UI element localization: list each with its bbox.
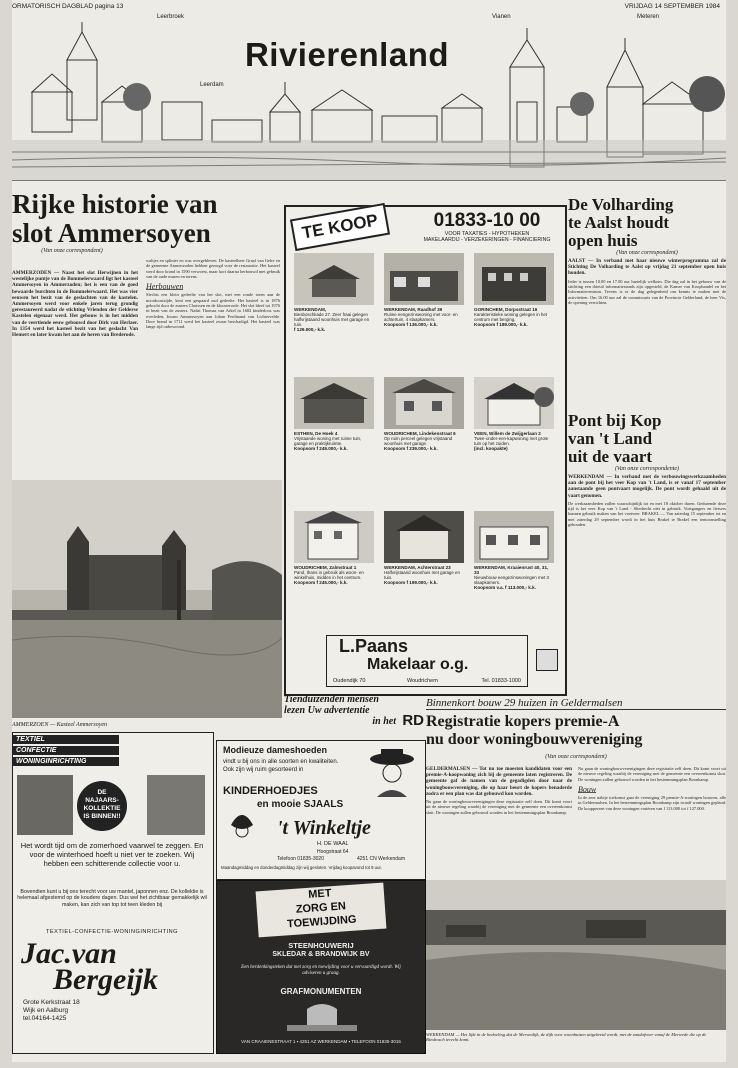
steenhouwerij-ad [216,880,426,1054]
shop-name: Bergeijk [53,963,158,996]
shop-name: Jac.van [21,937,117,970]
ad-text: vindt u bij ons in alle soorten en kwaliteiten. Ook zijn wij ruim gesorteerd in [223,759,339,773]
property-title: WERKENDAM, Achterstraat 23 [384,565,451,570]
property-price: (incl. koopakte) [474,446,508,451]
winkeltje-ad [216,740,426,880]
agent-town: Woudrichem [407,678,438,684]
castle-photo [12,480,282,718]
property-desc: Biesboschkade 27. Zeer fraai gelegen halfvrijstaand woonhuis met garage en tuin. [294,312,370,327]
property-desc: Op ruim perceel gelegen vrijstaand woonhuis met garage. [384,436,453,446]
article-text: waltjes en splinter en was overgebleven. De kasteelheer Graaf van Gelre en de gemeente Ammerzoden hebben gezorgd voor de restauratie. Het kasteel werd door brand in 1590 verwoest, maar kort daarna herbouwd met gebruik van de oude muren en torens. [146,258,280,279]
headline-line-1: Registratie kopers premie-A [426,713,620,730]
ad-headline: Het wordt tijd om de zomerhoed vaarwel te zeggen. En voor de winterhoed hoeft u niet ver te zoeken. Wij hebben een schitterende collectie voor u. [20,841,204,868]
ad-tag: TEXTIEL-CONFECTIE-WONINGINRICHTING [46,929,178,935]
banner-line: MET [307,887,332,901]
article-text: Slechts een klein gedeelte van het slot, met een ronde toren aan de noordoostzijde, kent een gespaard oud gedeelte. Het kasteel is in 1876 gekocht door de zusters Clarissen en de kloosterorde. Het slot bleef tot 1976 in bezit van de zusters. Nadat Thomas van Arkel in 1682 kinderloos was overleden, kwam Ammersoyen aan Johan Ferdinand van Lichtervelde. Door brand in 1711 werd het kasteel zwaar beschadigd. Het kasteel was lange tijd onbewoond. [146,292,281,330]
property-listing[interactable] [384,511,464,629]
page-header [12,2,726,12]
article-text: In de zeer nabije toekomst gaat de vereniging 29 premie-A-woningen bouwen, alle in Geldermalsen. In het bestemmingsplan Boonkamp zijn twaalf woningen gepland. De kooppersen van deze woningen variëren van f 113.000 tot f 127.000. [578,795,726,811]
agent-type: Makelaar o.g. [367,656,469,673]
shop-owner: H. DE WAAL [317,841,349,847]
property-photo [294,377,374,429]
byline: (Van onze correspondent) [545,754,607,760]
ad-tag: CONFECTIE [13,746,119,755]
article-text: Nu gaan de woningbouwverenigingen deze registratie zelf doen. Dit komt voort uit de nieuwe regeling waarbij de vereniging met de gemeente een overeenkomst sluit. De woningen zullen gebouwd worden in het bestemmingsplan Boonkamp. [426,799,572,815]
hat-illustration [367,745,417,797]
property-price: Koopsom f 239.000,- k.k. [384,446,438,451]
agent-name: L.Paans [339,636,409,656]
monument-illustration [277,1001,367,1031]
property-listing[interactable] [384,253,464,371]
shop-address: Wijk en Aalburg [23,1007,69,1014]
article-text: Nu gaan de woningbouwverenigingen deze registratie zelf doen. Dit komt voort uit de nieuwe regeling waarbij de vereniging met de gemeente een overeenkomst sluit. De woningen zullen gebouwd worden in het bestemmingsplan Boonkamp. [578,766,726,782]
ad-tag: VOOR TAXATIES - HYPOTHEKEN [444,231,530,237]
header-date: VRIJDAG 14 SEPTEMBER 1984 [624,3,720,10]
property-price: Koopsom f 249.000,- k.k. [294,446,348,451]
property-desc: Vrijstaande woning met ruime tuin, garage en praktijkruimte. [294,436,362,446]
ad-title: Modieuze dameshoeden [223,745,328,755]
ad-banner [256,883,387,938]
company-name: SKLEDAR & BRANDWIJK BV [272,951,370,958]
property-title: WOUDRICHEM, Lindekenstraat 6 [384,431,456,436]
byline: (Van onze correspondent) [616,250,678,256]
property-price: Koopsom f 189.000,- k.k. [474,322,528,327]
property-listing[interactable] [294,377,374,495]
property-title: VEEN, Willem de Zwijgerlaan 2 [474,431,541,436]
model-photo [17,775,73,835]
town-label: Leerbroek [157,14,185,20]
subhead: Herbouwen [146,282,184,292]
property-photo [384,377,464,429]
dike-illustration [426,880,726,1030]
article-volharding [568,196,726,307]
town-label: Leerdam [200,82,224,88]
property-photo [294,511,374,563]
newspaper-page [12,0,726,1062]
article-column [426,766,572,817]
headline-line: Pont bij Kop [568,411,662,430]
property-title: GORINCHEM, Dorpsstraat 16 [474,307,538,312]
property-title: WERKENDAM, Raadhof 39 [384,307,443,312]
rd-advert [284,694,424,732]
headline-line: te Aalst houdt [568,213,670,232]
property-photo [294,253,374,305]
property-listing[interactable] [474,377,554,495]
article-text: Ieder is tussen 10.00 en 17.00 uur hartelijk welkom. Die dag zal in het gebouw van de stichting een drietal informatiestands zijn opgesteld, de Kamer van Koophandel en het Informatiecentrum. Tevens is er de dag gelegenheid om kennis te maken met de activiteiten. Om 16.00 uur zal de commissaris van de Provincie Gelderland, de heer Vis, de opening verrichten. [568,278,726,305]
article-premie-a [426,697,726,710]
town-label: Vianen [492,14,511,20]
ad-item: en mooie SJAALS [257,799,344,810]
werkendam-photo [426,880,726,1030]
article-column [578,766,726,813]
hat-illustration [227,805,257,845]
property-photo [474,511,554,563]
property-title: WERKENDAM, [294,307,327,312]
shop-address: Hoogstraat 64 [317,849,349,855]
property-price: Koopsom f 199.000,- k.k. [384,580,438,585]
property-listing[interactable] [294,511,374,629]
property-price: Koopsom f 245.000,- k.k. [294,580,348,585]
model-photo [147,775,205,835]
shop-phone: Telefoon 01835-3020 [277,856,324,862]
shop-hours: Maandagmiddag en donderdagmiddag zijn wij gesloten. Vrijdag koopavond tot 9 uur. [221,865,382,870]
ad-text: Bovendien kunt u bij ons terecht voor uw mantel, japonnen enz. De kollektie is helemaal afgestemd op de koudere dagen. Dus wel het zichtbaar gemakkelijk wil maken, kan zich van top tot teen kleden bij [17,889,207,908]
byline: (Van onze correspondent) [41,248,103,254]
ad-tag: WONINGINRICHTING [13,757,119,766]
header-left: ORMATORISCH DAGBLAD pagina 13 [12,3,124,10]
town-label: Meteren [637,14,660,20]
company-name: STEENHOUWERIJ [288,941,354,950]
property-price: Koopsom f 136.000,- k.k. [384,322,438,327]
ad-text: Een herdenkingsteken dat met zorg en toewijding voor u vervaardigd wordt. Wij adviseren u graag. [241,965,401,976]
shop-address: Grote Kerkstraat 18 [23,999,80,1006]
property-title: WOUDRICHEM, Zalmstraat 1 [294,565,357,570]
real-estate-ad [284,205,567,696]
shop-phone: tel.04164-1425 [23,1015,67,1022]
banner-line: TOEWIJDING [286,913,357,931]
te-koop-label: TE KOOP [290,203,390,251]
byline: (Van onze correspondente) [614,466,680,472]
property-title: WERKENDAM, Kraaienrust 40, 31, 33 [474,565,549,575]
article-lead: AALST — In verband met haar nieuwe winterprogramma zal de Stichting De Volharding te Aalst op vrijdag 21 september open huis houden. [568,258,726,277]
property-listing[interactable] [294,253,374,371]
property-title: ESTHEN, De Hoek 4 [294,431,338,436]
ad-heading: GRAFMONUMENTEN [280,987,362,996]
rd-logo: RD [402,712,424,729]
agent-phone: Tel. 01833-1000 [481,678,521,684]
article-column [12,270,138,340]
ad-phone: 01833-10 00 [433,210,541,231]
photo-caption: WERKENDAM — Het lijkt in de bedoeling dat de Merwedijk, de dijk voor woonhuizen uitgebreid wordt, met de zandafvoer vanaf de Merwede die op de Biesbosch terecht komt. [426,1032,707,1043]
photo-caption: AMMERZOEN — Kasteel Ammersoyen [12,722,108,728]
ad-item: KINDERHOEDJES [223,785,318,797]
property-desc: Karakteristieke woning gelegen in het centrum met berging. [474,312,547,322]
shop-town: 4251 CN Werkendam [357,856,405,862]
shop-name: 't Winkeltje [277,817,371,839]
rd-line: in het [372,716,396,727]
textiel-ad [12,732,214,1054]
castle-illustration [12,480,282,718]
property-desc: Halfvrijstaand woonhuis met garage en tuin. [384,570,460,580]
property-price: f 129.000,- k.k. [294,327,326,332]
article-lead: WERKENDAM — In verband met de verbouwingswerkzaamheden aan de pont bij het veer Kop van 't Land, is er vanaf 17 september aanstaande geen pontvaart mogelijk. De pont wordt gehaald uit de vaart genomen. [568,474,726,499]
property-photo [474,377,554,429]
subhead: Bouw [578,784,597,794]
section-title: Rivierenland [244,36,450,73]
rd-line: lezen Uw advertentie [284,705,370,716]
section-masthead [12,12,726,181]
property-photo [384,511,464,563]
article-ammersoyen [12,190,282,256]
headline-line-2: nu door woningbouwvereniging [426,731,643,748]
property-desc: Twee-onder-een-kapwoning met grote tuin op het zuiden. [474,436,549,446]
property-photo [384,253,464,305]
property-desc: Pand, thans in gebruik als woon- en winkelhuis, midden in het centrum. [294,570,364,580]
headline-line: van 't Land [568,429,653,448]
agent-address: Oudendijk 70 [333,678,366,684]
logo-icon [536,649,558,671]
kicker: Binnenkort bouw 29 huizen in Geldermalsen [426,697,726,710]
property-desc: Nieuwbouw eengezinswoningen met 3 slaapkamers. [474,575,549,585]
banner-line: ZORG EN [295,900,347,916]
property-photo [474,253,554,305]
article-pont [568,412,726,529]
ad-footer: VAN CRAAIENESTRAAT 1 ▪ 4251 AZ WERKENDAM ▪ TELEFOON 01835-3016 [241,1039,401,1044]
ad-tag: TEXTIEL [13,735,119,744]
headline-line-1: Rijke historie van [12,189,218,219]
ad-tag: MAKELAARDIJ - VERZEKERINGEN - FINANCIERING [423,237,551,243]
article-column [146,258,280,332]
property-desc: Ruime eengezinswoning met voor- en achtertuin, 4 slaapkamers. [384,312,458,322]
rd-line: Tienduizenden mensen [284,694,379,705]
article-lead: GELDERMALSEN — Tot nu toe moesten kandidaten voor een premie-A-koopwoning zich bij de gemeente laten registreren. De gemeente gaf de namen van de gegadigden door naar de woningbouwvereniging, die op haar beurt de kopers benaderde zodra er een plan was dat gebouwd kon worden. [426,766,572,797]
headline-line: uit de vaart [568,447,653,466]
headline-line: De Volharding [568,195,674,214]
collection-badge: DE NAJAARS-KOLLEKTIE IS BINNEN!! [77,781,127,831]
agent-box [326,635,528,687]
property-listing[interactable] [384,377,464,495]
headline-line: open huis [568,231,638,250]
property-listing[interactable] [474,511,554,629]
property-price: Koopsom v.a. f 113.000,- k.k. [474,585,536,590]
property-listing[interactable] [474,253,554,371]
article-lead: AMMERZODEN — Naast het slot Herwijnen in het westelijke puntje van de Bommelerwaard ligt het kasteel Ammersoyen in Ammerzoden; het is een van de goed bewaarde burchten in de Bommelerwaard. Het was vier eeuwen het bezit van de geslachten van de kastelen. Ammersoyen werd voor enkele jaren terug grondig gerestaureerd nadat de stichting Vrienden der Gelderse Kastelen eigenaar werd. Het gebouw is in het midden van de veertiende eeuw gebouwd door Dirk van Herlaer. In 1354 werd het kasteel bezit van het geslacht Van Hemert en later kwam het aan de heren van Brederode. [12,270,138,339]
article-text: De werkzaamheden zullen waarschijnlijk tot en met 18 oktober duren. Gedurende deze tijd is het veer Kop van 't Land - Sliedrecht niet in gebruik. Voetgangers en fietsers kunnen gebruik maken van het voetveer. BRAKEL — Van zaterdag 15 september tot en met zaterdag 29 september wordt in het huis Brakel te Brakel een tentoonstelling gehouden. [568,500,726,527]
headline-line-2: slot Ammersoyen [12,218,211,248]
